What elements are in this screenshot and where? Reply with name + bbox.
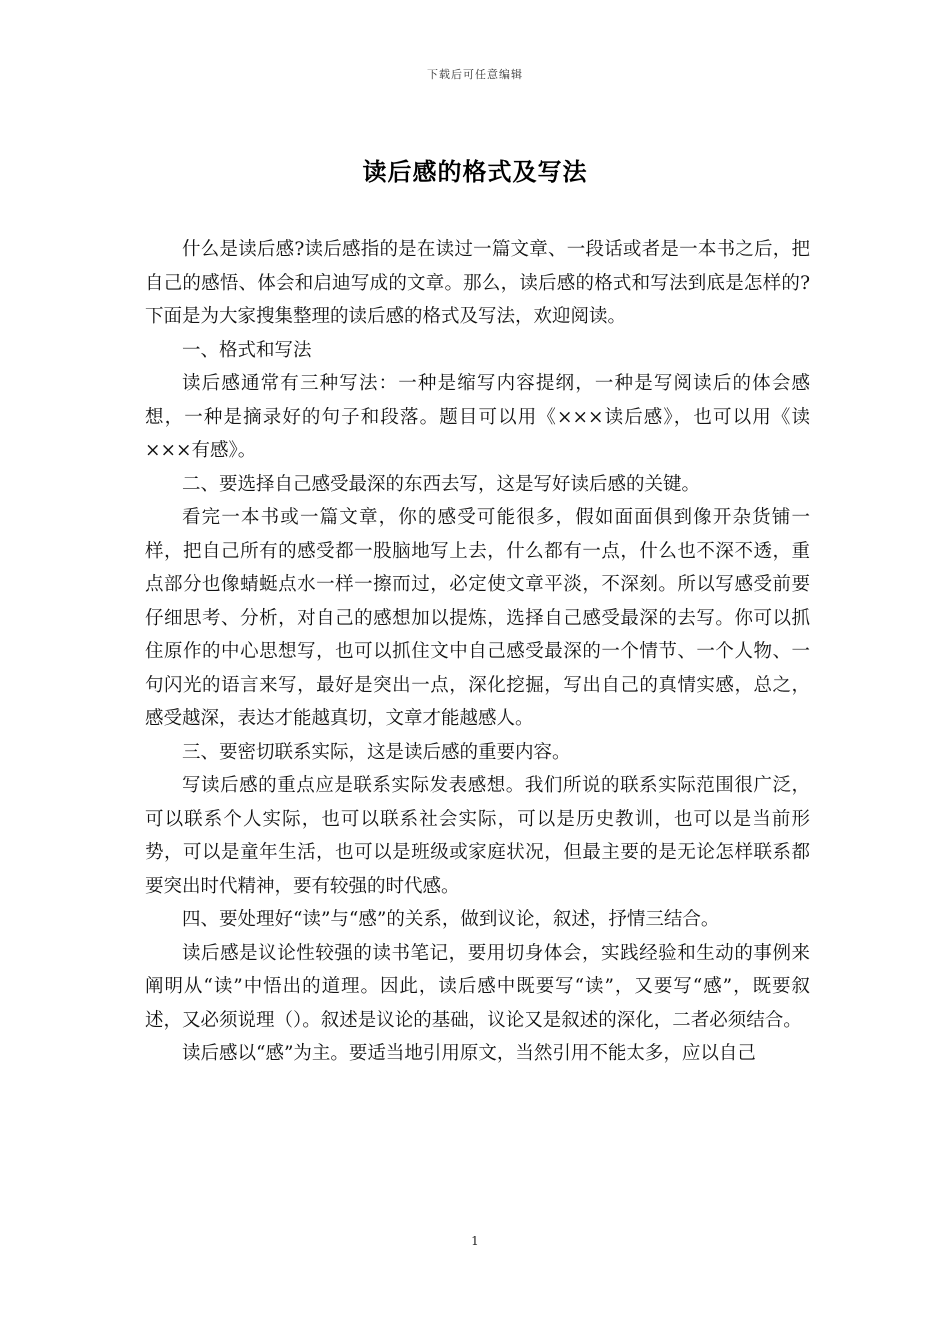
paragraph-read-and-feel: 读后感是议论性较强的读书笔记，要用切身体会，实践经验和生动的事例来阐明从“读”中悟出的道理。因此，读后感中既要写“读”，又要写“感”，既要叙述，又必须说理（）。叙述是议论的基础，议论又是叙述的深化，二者必须结合。	[145, 942, 810, 1031]
document-body	[145, 233, 810, 1071]
paragraph-intro: 什么是读后感?读后感指的是在读过一篇文章、一段话或者是一本书之后，把自己的感悟、体会和启迪写成的文章。那么，读后感的格式和写法到底是怎样的?下面是为大家搜集整理的读后感的格式及写法，欢迎阅读。	[145, 239, 810, 327]
paragraph-feel-main: 读后感以“感”为主。要适当地引用原文，当然引用不能太多，应以自己	[182, 1043, 756, 1064]
section-heading-4: 四、要处理好“读”与“感”的关系，做到议论，叙述，抒情三结合。	[182, 909, 720, 930]
document-title: 读后感的格式及写法	[362, 157, 588, 186]
page-header-note: 下载后可任意编辑	[427, 68, 523, 81]
section-heading-3: 三、要密切联系实际，这是读后感的重要内容。	[182, 741, 571, 763]
section-heading-1: 一、格式和写法	[182, 339, 312, 361]
section-heading-2: 二、要选择自己感受最深的东西去写，这是写好读后感的关键。	[182, 473, 701, 495]
paragraph-select-feeling: 看完一本书或一篇文章，你的感受可能很多，假如面面俱到像开杂货铺一样，把自己所有的感受都一股脑地写上去，什么都有一点，什么也不深不透，重点部分也像蜻蜓点水一样一擦而过，必定使文章平淡，不深刻。所以写感受前要仔细思考、分析，对自己的感想加以提炼，选择自己感受最深的去写。你可以抓住原作的中心思想写，也可以抓住文中自己感受最深的一个情节、一个人物、一句闪光的语言来写，最好是突出一点，深化挖掘，写出自己的真情实感，总之，感受越深，表达才能越真切，文章才能越感人。	[145, 507, 810, 729]
page-number: 1	[471, 1234, 479, 1248]
paragraph-connect-reality: 写读后感的重点应是联系实际发表感想。我们所说的联系实际范围很广泛，可以联系个人实际，也可以联系社会实际，可以是历史教训，也可以是当前形势，可以是童年生活，也可以是班级或家庭状况，但最主要的是无论怎样联系都要突出时代精神，要有较强的时代感。	[145, 775, 810, 897]
paragraph-format: 读后感通常有三种写法：一种是缩写内容提纲，一种是写阅读后的体会感想，一种是摘录好的句子和段落。题目可以用《×××读后感》，也可以用《读×××有感》。	[145, 373, 810, 461]
